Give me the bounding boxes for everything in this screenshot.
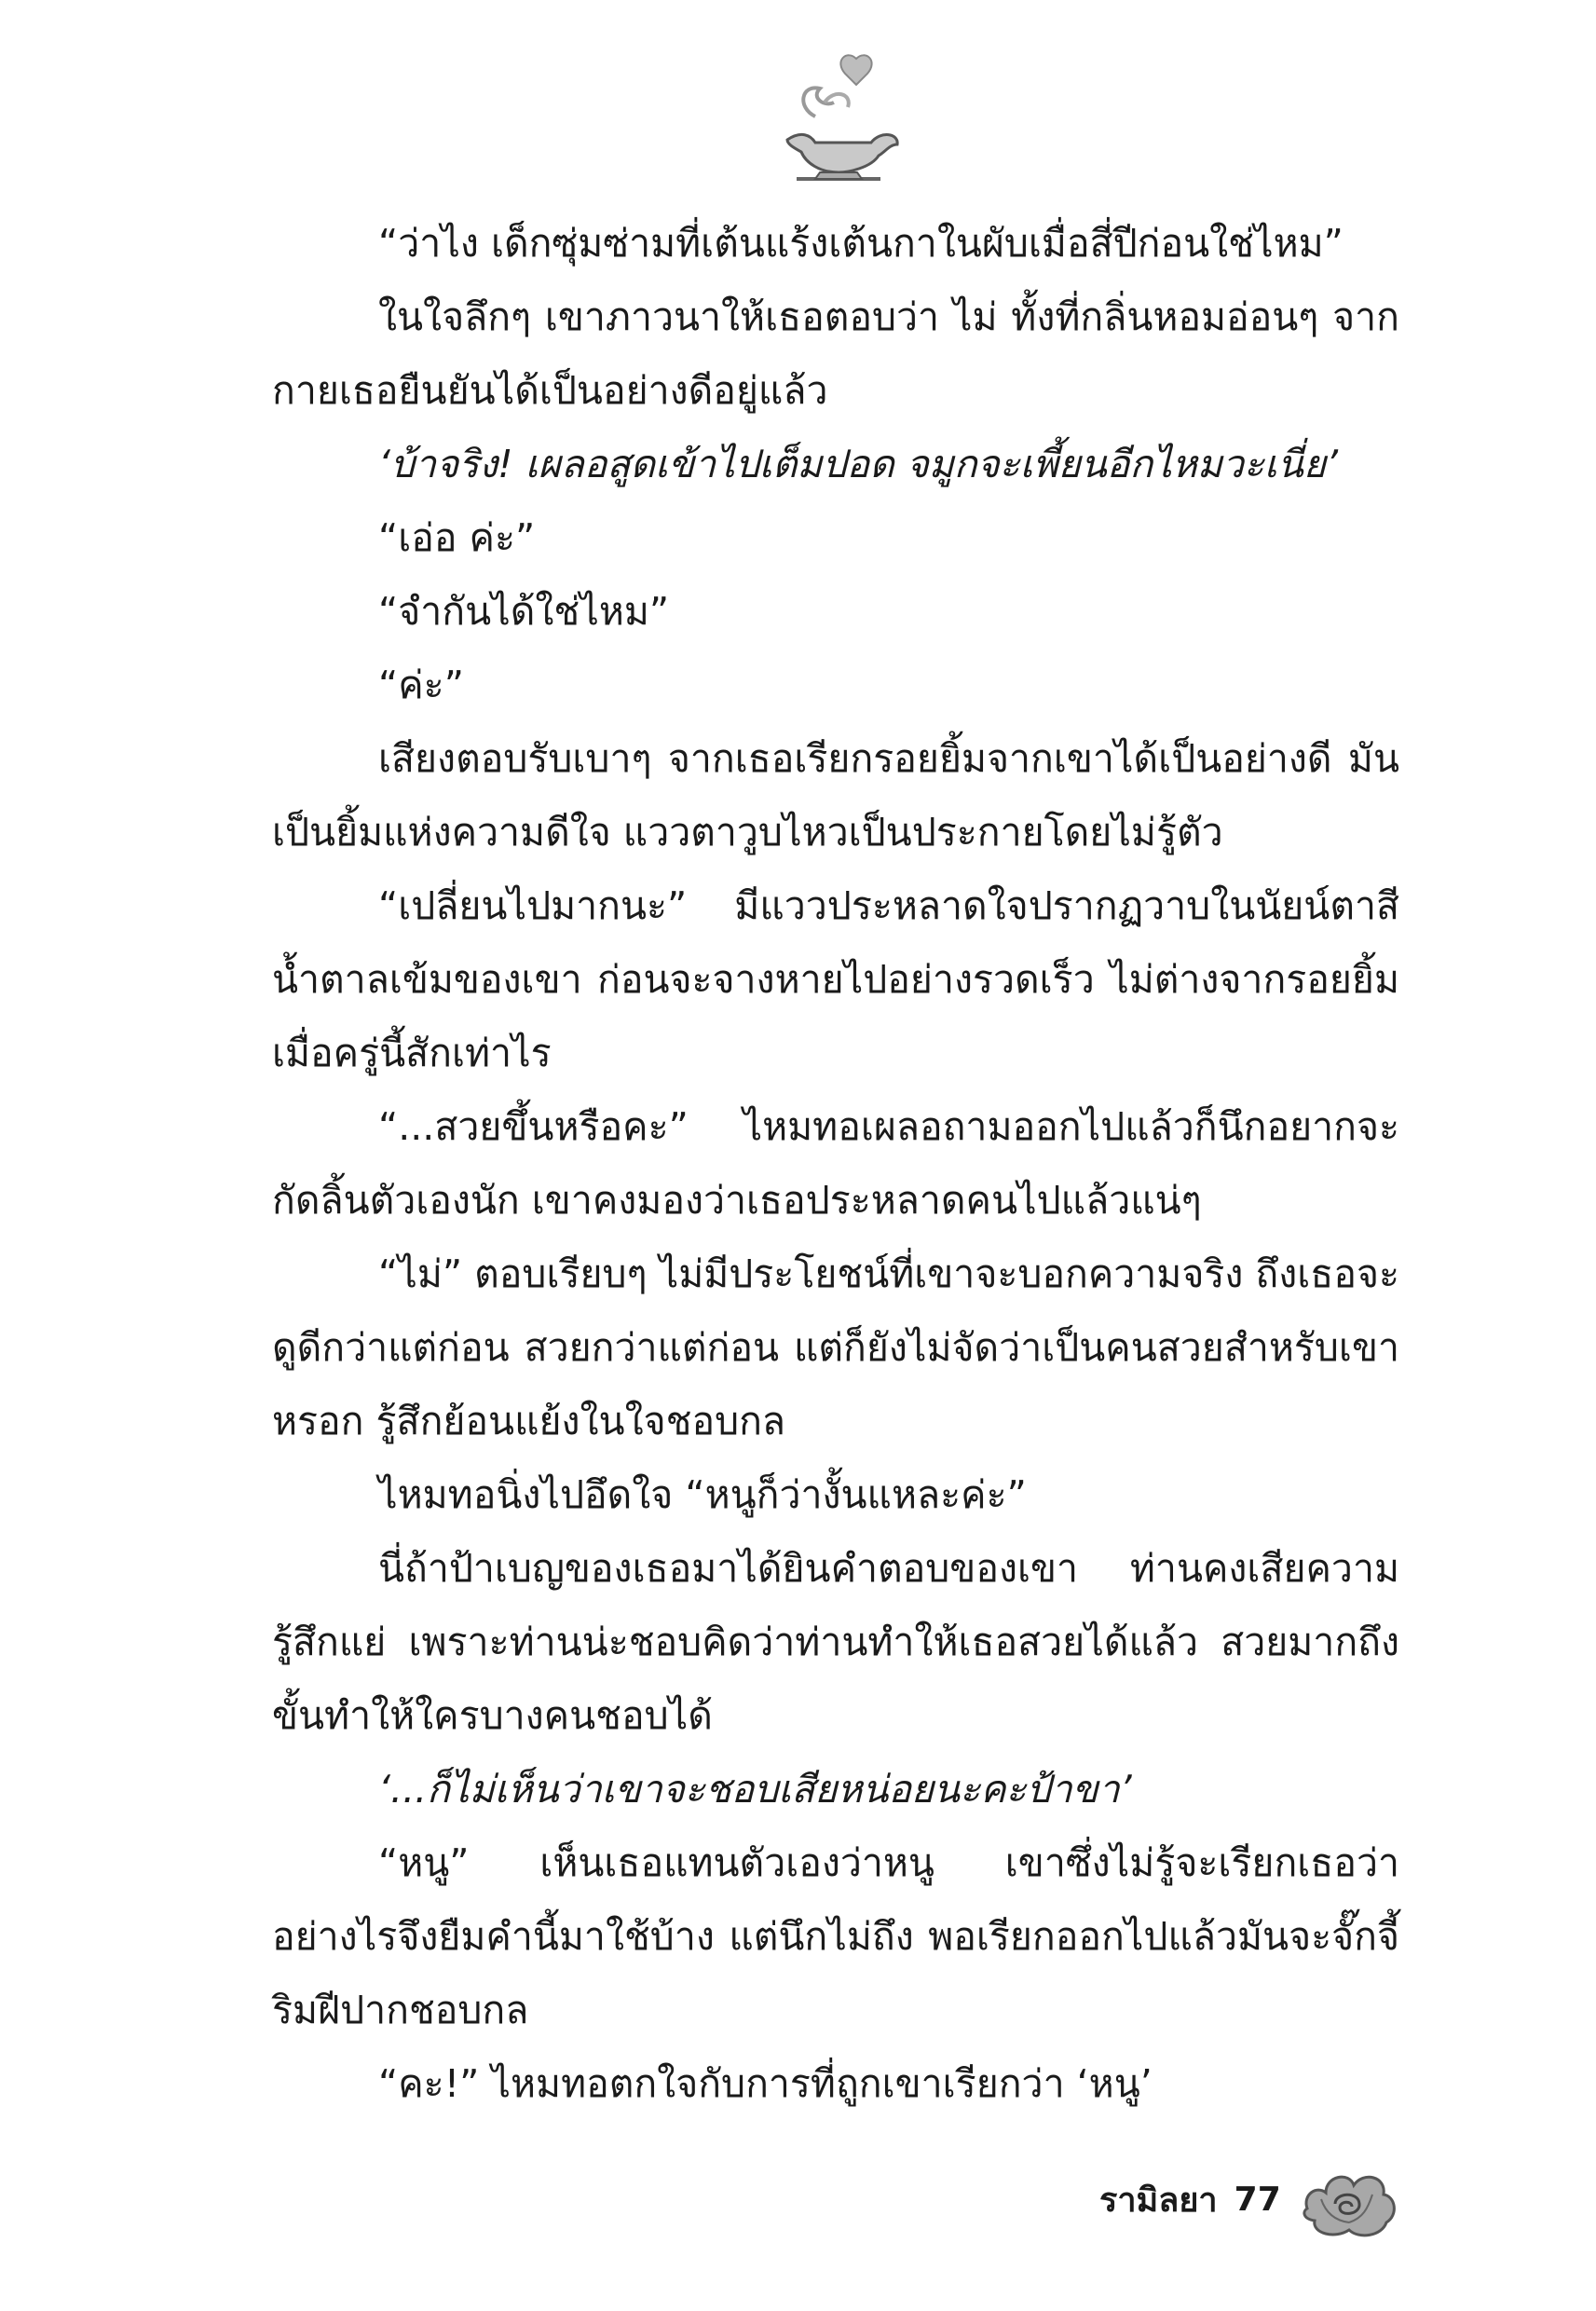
paragraph: ‘...ก็ไม่เห็นว่าเขาจะชอบเสียหน่อยนะคะป้าขา’ bbox=[378, 1767, 1132, 1812]
paragraph: เสียงตอบรับเบาๆ จากเธอเรียกรอยยิ้มจากเขาได้เป็นอย่างดี มันเป็นยิ้มแห่งความดีใจ แววตาวูบไหวเป็นประกายโดยไม่รู้ตัว bbox=[272, 736, 1399, 855]
paragraph: “เอ่อ ค่ะ” bbox=[378, 515, 536, 560]
paragraph: ในใจลึกๆ เขาภาวนาให้เธอตอบว่า ไม่ ทั้งที่กลิ่นหอมอ่อนๆ จากกายเธอยืนยันได้เป็นอย่างดีอยู่แล้ว bbox=[272, 294, 1399, 413]
paragraph: “...สวยขึ้นหรือคะ” ไหมทอเผลอถามออกไปแล้วก็นึกอยากจะกัดลิ้นตัวเองนัก เขาคงมองว่าเธอประหลาดคนไปแล้วแน่ๆ bbox=[272, 1104, 1399, 1223]
genie-lamp-heart-icon bbox=[759, 51, 908, 186]
paragraph: “ค่ะ” bbox=[378, 663, 464, 707]
paragraph: “คะ!” ไหมทอตกใจกับการที่ถูกเขาเรียกว่า ‘หนู’ bbox=[378, 2061, 1153, 2106]
paragraph: “จำกันได้ใช่ไหม” bbox=[378, 589, 670, 634]
paragraph: “ไม่” ตอบเรียบๆ ไม่มีประโยชน์ที่เขาจะบอกความจริง ถึงเธอจะดูดีกว่าแต่ก่อน สวยกว่าแต่ก่อน แต่ก็ยังไม่จัดว่าเป็นคนสวยสำหรับเขาหรอก รู้สึกย้อนแย้งในใจชอบกล bbox=[272, 1251, 1399, 1443]
page-number: 77 bbox=[1234, 2180, 1281, 2219]
story-text bbox=[272, 207, 1399, 2121]
book-title: รามิลยา bbox=[1099, 2181, 1218, 2220]
rose-icon bbox=[1298, 2157, 1400, 2241]
paragraph: นี่ถ้าป้าเบญของเธอมาได้ยินคำตอบของเขา ท่านคงเสียความรู้สึกแย่ เพราะท่านน่ะชอบคิดว่าท่านทำให้เธอสวยได้แล้ว สวยมากถึงขั้นทำให้ใครบางคนชอบได้ bbox=[272, 1546, 1399, 1738]
paragraph: “เปลี่ยนไปมากนะ” มีแววประหลาดใจปรากฏวาบในนัยน์ตาสีน้ำตาลเข้มของเขา ก่อนจะจางหายไปอย่างรวดเร็ว ไม่ต่างจากรอยยิ้มเมื่อครู่นี้สักเท่าไร bbox=[272, 883, 1399, 1075]
paragraph: ไหมทอนิ่งไปอึดใจ “หนูก็ว่างั้นแหละค่ะ” bbox=[378, 1472, 1027, 1517]
paragraph: “ว่าไง เด็กซุ่มซ่ามที่เต้นแร้งเต้นกาในผับเมื่อสี่ปีก่อนใช่ไหม” bbox=[378, 221, 1344, 266]
paragraph: ‘บ้าจริง! เผลอสูดเข้าไปเต็มปอด จมูกจะเพี้ยนอีกไหมวะเนี่ย’ bbox=[378, 442, 1339, 486]
page-footer bbox=[1099, 2162, 1400, 2236]
paragraph: “หนู” เห็นเธอแทนตัวเองว่าหนู เขาซึ่งไม่รู้จะเรียกเธอว่าอย่างไรจึงยืมคำนี้มาใช้บ้าง แต่นึกไม่ถึง พอเรียกออกไปแล้วมันจะจั๊กจี้ริมฝีปากชอบกล bbox=[272, 1840, 1399, 2032]
